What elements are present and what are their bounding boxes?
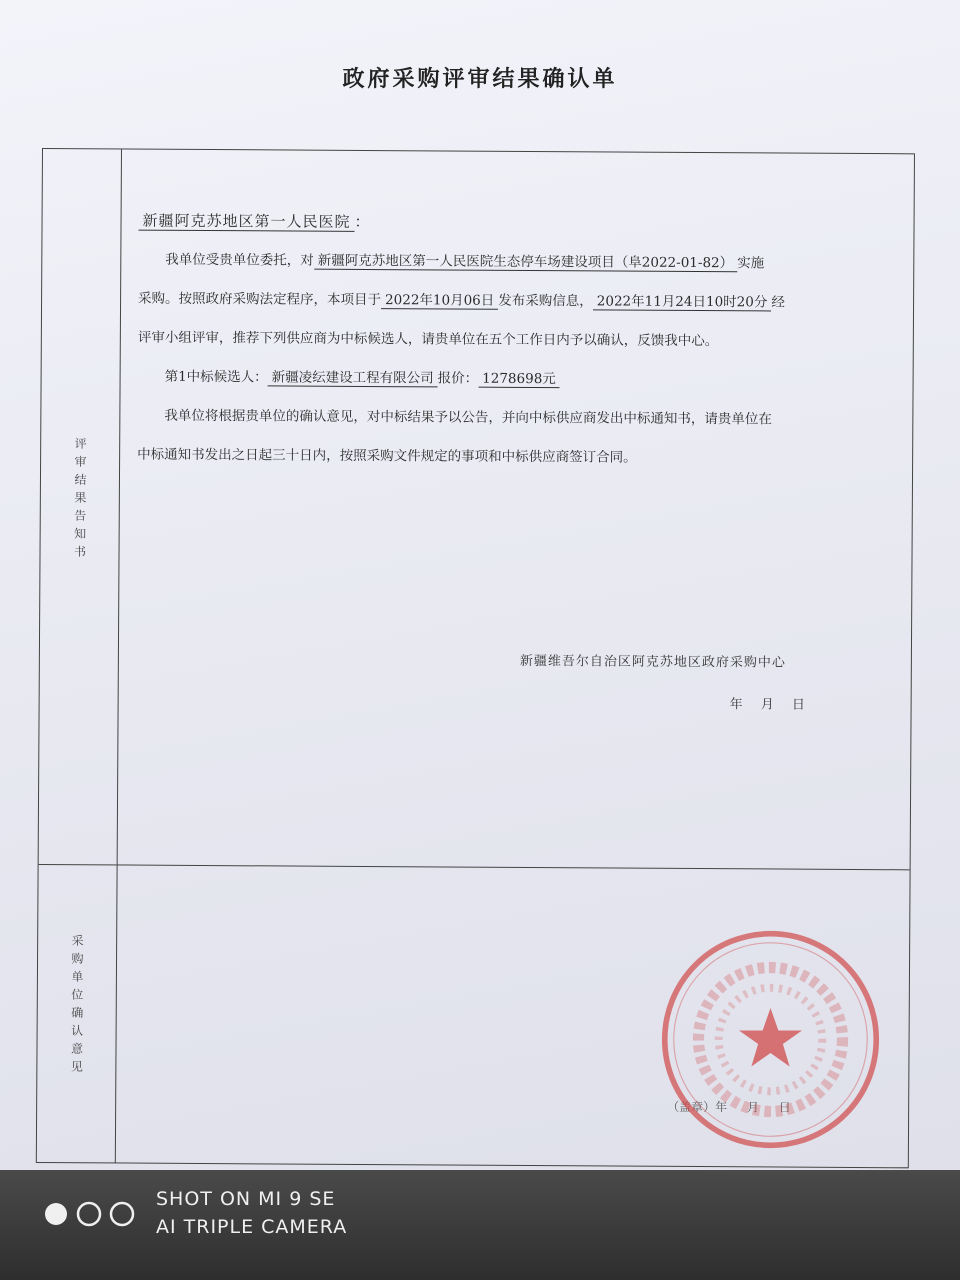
project-name: 新疆阿克苏地区第一人民医院生态停车场建设项目（阜2022-01-82） <box>314 253 737 273</box>
notice-section-label: 评审结果告知书 <box>72 437 88 564</box>
notice-label-cell <box>39 149 122 864</box>
official-seal-stamp <box>658 927 883 1152</box>
document-title: 政府采购评审结果确认单 <box>342 66 618 92</box>
watermark-line-1: SHOT ON MI 9 SE <box>156 1188 336 1210</box>
stamp-date: （盖章）年 月 日 <box>667 1099 791 1115</box>
addressee-line: 新疆阿克苏地区第一人民医院 ： <box>138 202 898 246</box>
signature-date: 年 月 日 <box>729 697 805 713</box>
signatory: 新疆维吾尔自治区阿克苏地区政府采购中心 <box>519 653 786 671</box>
notice-content <box>137 202 899 480</box>
desk-background <box>0 1170 960 1280</box>
notice-section <box>39 149 914 870</box>
watermark-line-2: AI TRIPLE CAMERA <box>156 1216 348 1238</box>
camera-logo-circles-icon <box>42 1200 142 1228</box>
candidate-price: 1278698元 <box>478 371 560 388</box>
candidate-name: 新疆凌纭建设工程有限公司 <box>268 369 438 387</box>
publish-date: 2022年10月06日 <box>381 292 498 310</box>
paragraph-1-line-3: 评审小组评审，推荐下列供应商为中标候选人，请贵单位在五个工作日内予以确认，反馈我中心。 <box>137 329 719 350</box>
paragraph-2-line-2: 中标通知书发出之日起三十日内，按照采购文件规定的事项和中标供应商签订合同。 <box>137 446 637 466</box>
review-date: 2022年11月24日10时20分 <box>593 293 772 311</box>
paragraph-1-line-2: 采购。按照政府采购法定程序，本项目于 2022年10月06日 发布采购信息， 2022年11月24日10时20分 经 <box>138 290 785 311</box>
paragraph-1: 我单位受贵单位委托，对 新疆阿克苏地区第一人民医院生态停车场建设项目（阜2022-01-82） 实施 <box>165 251 765 272</box>
candidate-line: 第1中标候选人： 新疆凌纭建设工程有限公司 报价： 1278698元 <box>137 358 897 402</box>
addressee: 新疆阿克苏地区第一人民医院 <box>138 212 354 232</box>
confirmation-section-label: 采购单位确认意见 <box>69 934 85 1079</box>
confirmation-label-cell <box>37 864 118 1162</box>
paragraph-2: 我单位将根据贵单位的确认意见，对中标结果予以公告，并向中标供应商发出中标通知书，请贵单位在 <box>164 407 772 428</box>
